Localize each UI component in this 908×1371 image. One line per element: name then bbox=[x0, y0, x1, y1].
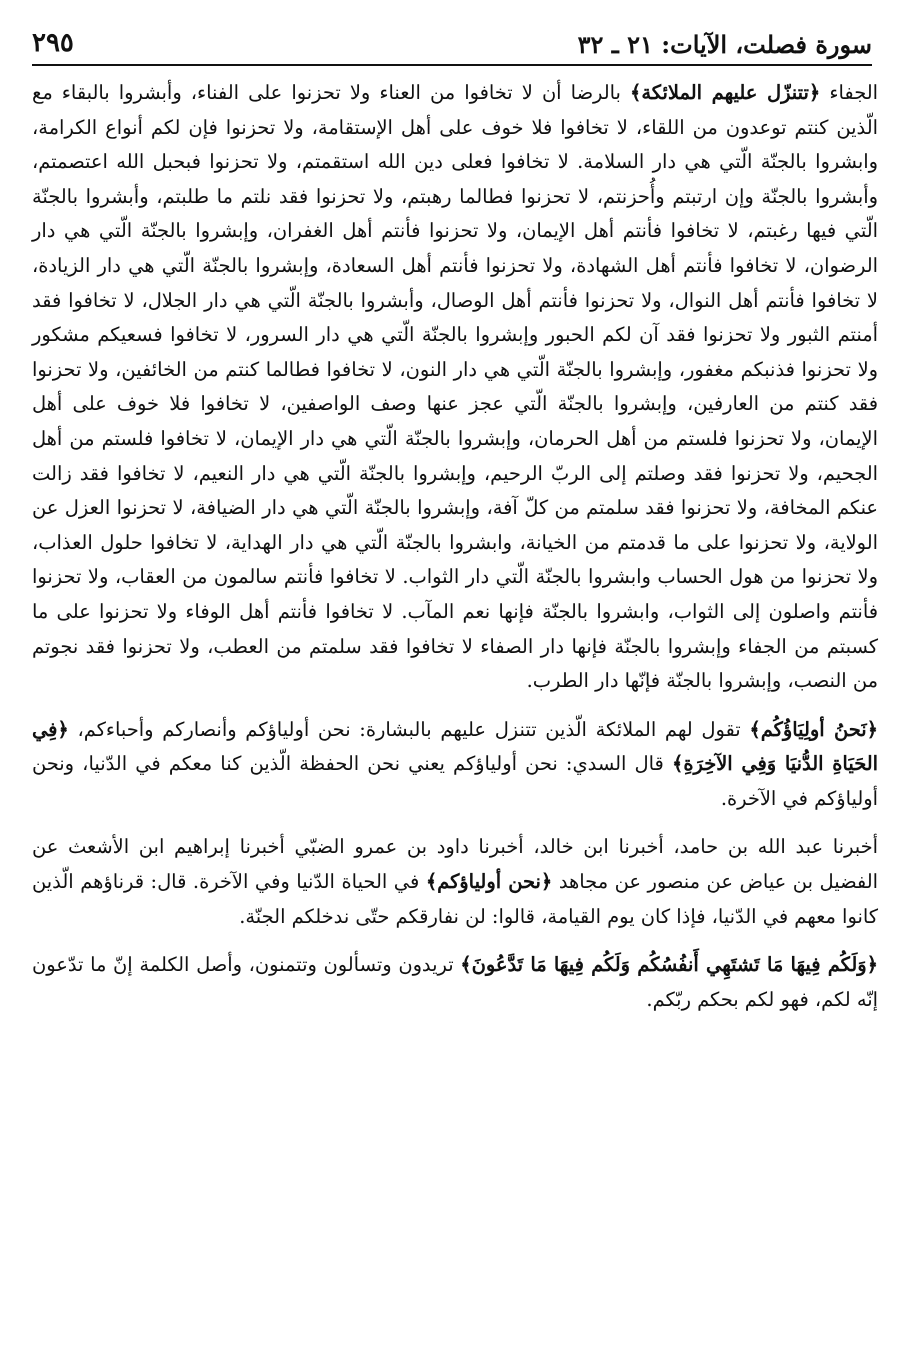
running-title: سورة فصلت، الآيات: ٢١ ـ ٣٢ bbox=[577, 30, 872, 59]
paragraph bbox=[32, 713, 878, 817]
paragraph bbox=[32, 76, 878, 699]
quran-verse: ﴿نَحنُ أولِيَاؤُكُم﴾ bbox=[749, 717, 878, 741]
page-number: ٢٩٥ bbox=[32, 28, 74, 58]
text-segment: بالرضا أن لا تخافوا من العناء ولا تحزنوا على الفناء، وأبشروا بالبقاء مع الّذين كنتم توعدون من اللقاء، لا تخافوا فلا خوف على أهل الإستقامة، ولا تحزنوا فإن لكم أنواع الكرامة، وابشروا بالجنّة الّتي هي دار السلامة. لا تخافوا فعلى دين الله استقمتم، ولا تحزنوا فبحبل الله اعتصمتم، وأبشروا بالجنّة وإن ارتبتم وأُحزنتم، لا تحزنوا فطالما رهبتم، ولا تحزنوا فقد نلتم ما طلبتم، وأبشروا بالجنّة الّتي فيها رغبتم، لا تخافوا فأنتم أهل الإيمان، ولا تحزنوا فأنتم أهل الغفران، وإبشروا بالجنّة الّتي هي دار الرضوان، لا تخافوا فأنتم أهل الشهادة، ولا تحزنوا فأنتم أهل السعادة، وإبشروا بالجنّة الّتي هي دار الزيادة، لا تخافوا فأنتم أهل النوال، ولا تحزنوا فأنتم أهل الوصال، وأبشروا بالجنّة الّتي هي دار الجلال، لا تخافوا فقد أمنتم الثبور ولا تحزنوا فقد آن لكم الحبور وإبشروا بالجنّة الّتي هي دار السرور، لا تخافوا فسعيكم مشكور ولا تحزنوا فذنبكم مغفور، وإبشروا بالجنّة الّتي هي دار النون، لا تخافوا فطالما كنتم من الخائفين، ولا تحزنوا فقد كنتم من العارفين، وإبشروا بالجنّة الّتي عجز عنها وصف الواصفين، لا تخافوا فلا خوف على أهل الإيمان، ولا تحزنوا فلستم من أهل الحرمان، وإبشروا بالجنّة الّتي هي دار الإيمان، لا تخافوا فلستم من أهل الجحيم، ولا تحزنوا فقد وصلتم إلى الربّ الرحيم، وإبشروا بالجنّة الّتي هي دار النعيم، لا تخافوا فقد زالت عنكم المخافة، ولا تحزنوا فقد سلمتم من كلّ آفة، وإبشروا بالجنّة الّتي هي دار الضيافة، لا تحزنوا العزل عن الولاية، ولا تحزنوا على ما قدمتم من الخيانة، وابشروا بالجنّة الّتي هي دار الهداية، لا تخافوا حلول العذاب، ولا تحزنوا من هول الحساب وابشروا بالجنّة الّتي دار الثواب. لا تخافوا فأنتم سالمون من العقاب، ولا تحزنوا فأنتم واصلون إلى الثواب، وابشروا بالجنّة فإنها نعم المآب. لا تخافوا فأنتم أهل الوفاء ولا تحزنوا على ما كسبتم من الجفاء وإبشروا بالجنّة فإنها دار الصفاء لا تخافوا فقد سلمتم من العطب، ولا تحزنوا فقد نجوتم من النصب، وإبشروا بالجنّة فإنّها دار الطرب. bbox=[32, 81, 878, 693]
text-segment: في الحياة الدّنيا وفي الآخرة. قال: قرناؤهم الّذين كانوا معهم في الدّنيا، فإذا كان يوم القيامة، قالوا: لن نفارقكم حتّى ندخلكم الجنّة. bbox=[32, 870, 878, 928]
page-body bbox=[32, 76, 878, 1017]
text-segment: تقول لهم الملائكة الّذين تتنزل عليهم بالبشارة: نحن أولياؤكم وأنصاركم وأحباءكم، bbox=[68, 717, 750, 741]
page-header bbox=[32, 24, 872, 66]
paragraph bbox=[32, 830, 878, 934]
text-segment: الجفاء bbox=[820, 81, 879, 104]
quran-verse: ﴿فِي الحَيَاةِ الدُّنيَا وَفِي الآخِرَةِ﴾ bbox=[32, 717, 879, 776]
quran-verse: ﴿تتنزّل عليهم الملائكة﴾ bbox=[630, 81, 821, 104]
text-segment: قال السدي: نحن أولياؤكم يعني نحن الحفظة الّذين كنا معكم في الدّنيا، ونحن أولياؤكم في الآخرة. bbox=[32, 752, 878, 810]
quran-verse: ﴿نحن أولياؤكم﴾ bbox=[425, 870, 553, 894]
paragraph bbox=[32, 948, 878, 1017]
quran-verse: ﴿وَلَكُم فِيهَا مَا تَشتَهِي أَنفُسُكُم وَلَكُم فِيهَا مَا تَدَّعُونَ﴾ bbox=[460, 953, 878, 977]
text-segment: أخبرنا عبد الله بن حامد، أخبرنا ابن خالد، أخبرنا داود بن عمرو الضبّي أخبرنا إبراهيم ابن الأشعث عن الفضيل بن عياض عن منصور عن مجاهد bbox=[32, 835, 878, 894]
text-segment: تريدون وتسألون وتتمنون، وأصل الكلمة إنّ ما تدّعون إنّه لكم، فهو لكم بحكم ربّكم. bbox=[32, 953, 878, 1011]
